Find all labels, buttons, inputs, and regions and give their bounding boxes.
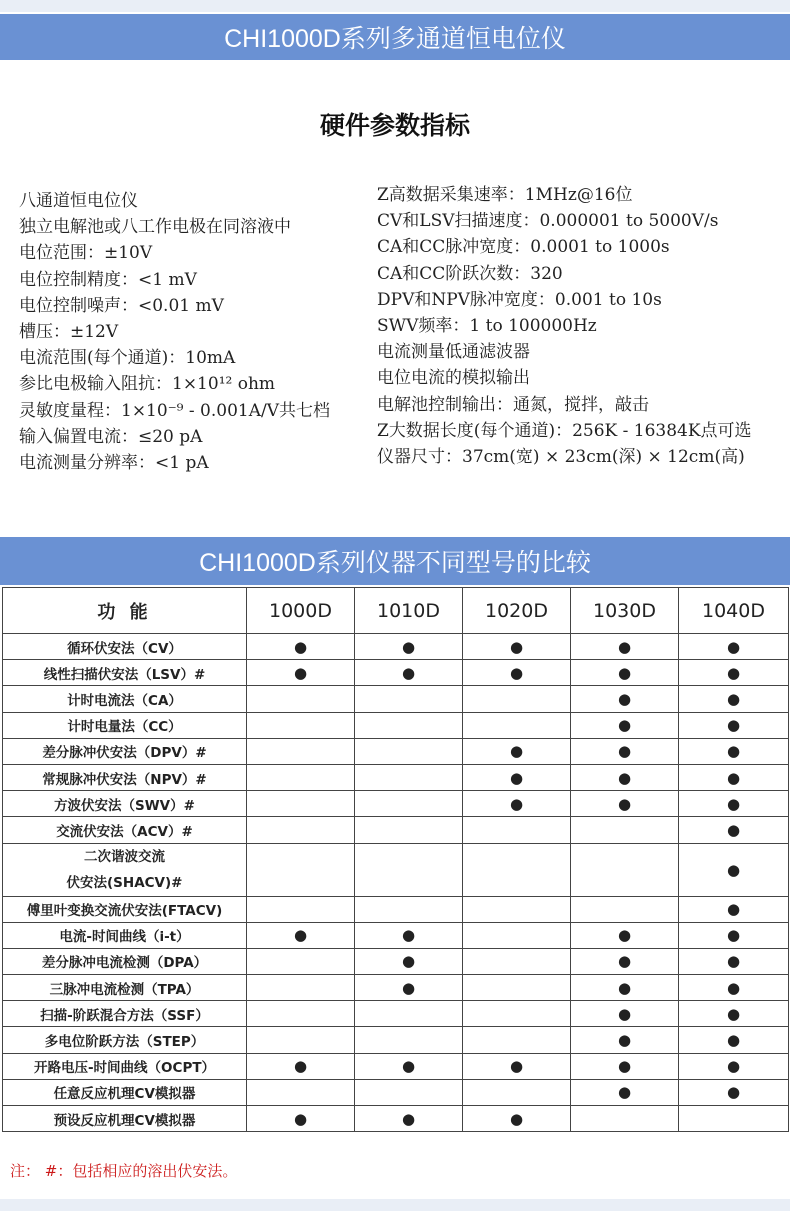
banner-title: CHI1000D系列多通道恒电位仪: [224, 25, 566, 53]
supported-dot-icon: ●: [509, 794, 524, 813]
support-cell: [247, 712, 355, 738]
support-cell: [355, 686, 463, 712]
support-cell: [463, 896, 571, 922]
function-cell: 常规脉冲伏安法（NPV）#: [3, 764, 247, 790]
function-cell: 扫描-阶跃混合方法（SSF）: [3, 1001, 247, 1027]
table-row: [3, 791, 789, 817]
spec-item: DPV和NPV脉冲宽度：0.001 to 10s: [377, 289, 662, 310]
support-cell: [679, 948, 789, 974]
supported-dot-icon: ●: [617, 768, 632, 787]
supported-dot-icon: ●: [726, 1083, 741, 1102]
support-cell: [463, 634, 571, 660]
supported-dot-icon: ●: [509, 1109, 524, 1128]
support-cell: [679, 1053, 789, 1079]
supported-dot-icon: ●: [401, 637, 416, 656]
table-row: [3, 948, 789, 974]
supported-dot-icon: ●: [617, 1031, 632, 1050]
support-cell: [463, 712, 571, 738]
spec-item: CV和LSV扫描速度：0.000001 to 5000V/s: [377, 211, 719, 232]
spec-item: Z高数据采集速率：1MHz@16位: [377, 185, 633, 205]
table-row: [3, 686, 789, 712]
spec-item: 八通道恒电位仪: [19, 191, 138, 211]
supported-dot-icon: ●: [293, 1057, 308, 1076]
supported-dot-icon: ●: [509, 663, 524, 682]
supported-dot-icon: ●: [401, 1109, 416, 1128]
function-label-line1: 二次谐波交流: [84, 848, 165, 865]
support-cell: [679, 686, 789, 712]
table-row: [3, 1106, 789, 1132]
support-cell: [355, 948, 463, 974]
supported-dot-icon: ●: [726, 926, 741, 945]
support-cell: [571, 922, 679, 948]
spec-item: 仪器尺寸：37cm(宽) × 23cm(深) × 12cm(高): [377, 446, 745, 467]
footnote: 注： #：包括相应的溶出伏安法。: [10, 1162, 238, 1180]
support-cell: [247, 896, 355, 922]
function-cell: 开路电压-时间曲线（OCPT）: [3, 1053, 247, 1079]
supported-dot-icon: ●: [726, 742, 741, 761]
table-row: [3, 764, 789, 790]
spec-item: 电流测量分辨率：<1 pA: [19, 452, 209, 473]
supported-dot-icon: ●: [293, 926, 308, 945]
supported-dot-icon: ●: [726, 900, 741, 919]
function-header: 功 能: [3, 588, 247, 634]
support-cell: [247, 1053, 355, 1079]
function-cell: 差分脉冲伏安法（DPV）#: [3, 738, 247, 764]
support-cell: [463, 1001, 571, 1027]
supported-dot-icon: ●: [617, 952, 632, 971]
spec-item: 槽压：±12V: [19, 321, 119, 342]
model-header: 1000D: [247, 588, 355, 634]
support-cell: [247, 817, 355, 843]
support-cell: [247, 948, 355, 974]
support-cell: [355, 975, 463, 1001]
support-cell: [463, 1053, 571, 1079]
function-cell: 傅里叶变换交流伏安法(FTACV): [3, 896, 247, 922]
supported-dot-icon: ●: [617, 1083, 632, 1102]
support-cell: [571, 686, 679, 712]
table-row: [3, 1001, 789, 1027]
support-cell: [463, 975, 571, 1001]
support-cell: [355, 791, 463, 817]
support-cell: [247, 660, 355, 686]
supported-dot-icon: ●: [726, 952, 741, 971]
supported-dot-icon: ●: [726, 637, 741, 656]
supported-dot-icon: ●: [726, 716, 741, 735]
support-cell: [679, 817, 789, 843]
table-row: [3, 1079, 789, 1105]
section-title: 硬件参数指标: [319, 111, 470, 140]
support-cell: [571, 660, 679, 686]
bottom-band: [0, 1199, 790, 1211]
spec-item: 灵敏度量程：1×10⁻⁹ - 0.001A/V共七档: [19, 400, 330, 421]
supported-dot-icon: ●: [509, 1057, 524, 1076]
support-cell: [571, 1027, 679, 1053]
support-cell: [355, 922, 463, 948]
support-cell: [679, 1001, 789, 1027]
top-band: [0, 0, 790, 12]
support-cell: [355, 712, 463, 738]
support-cell: [355, 843, 463, 896]
supported-dot-icon: ●: [401, 952, 416, 971]
comparison-title: CHI1000D系列仪器不同型号的比较: [199, 549, 591, 577]
support-cell: [679, 975, 789, 1001]
support-cell: [247, 634, 355, 660]
model-header: 1020D: [463, 588, 571, 634]
spec-item: CA和CC脉冲宽度：0.0001 to 1000s: [377, 237, 670, 258]
supported-dot-icon: ●: [509, 742, 524, 761]
support-cell: [463, 686, 571, 712]
function-cell: 任意反应机理CV模拟器: [3, 1079, 247, 1105]
support-cell: [571, 634, 679, 660]
support-cell: [679, 1027, 789, 1053]
function-cell: 方波伏安法（SWV）#: [3, 791, 247, 817]
model-header: 1040D: [679, 588, 789, 634]
supported-dot-icon: ●: [617, 716, 632, 735]
table-row: [3, 896, 789, 922]
supported-dot-icon: ●: [401, 926, 416, 945]
model-header: 1030D: [571, 588, 679, 634]
supported-dot-icon: ●: [617, 794, 632, 813]
supported-dot-icon: ●: [726, 978, 741, 997]
support-cell: [463, 1079, 571, 1105]
support-cell: [247, 1106, 355, 1132]
spec-item: 电位电流的模拟输出: [377, 368, 530, 389]
table-row: [3, 817, 789, 843]
support-cell: [571, 1001, 679, 1027]
supported-dot-icon: ●: [617, 1057, 632, 1076]
support-cell: [463, 738, 571, 764]
support-cell: [571, 1106, 679, 1132]
spec-item: 参比电极输入阻抗：1×10¹² ohm: [19, 374, 276, 395]
support-cell: [355, 817, 463, 843]
support-cell: [571, 738, 679, 764]
support-cell: [247, 1027, 355, 1053]
supported-dot-icon: ●: [617, 663, 632, 682]
support-cell: [463, 843, 571, 896]
function-cell: [3, 843, 247, 896]
function-cell: 三脉冲电流检测（TPA）: [3, 975, 247, 1001]
support-cell: [355, 896, 463, 922]
function-cell: 计时电流法（CA）: [3, 686, 247, 712]
table-header-row: [3, 588, 789, 634]
spec-item: CA和CC阶跃次数：320: [377, 263, 563, 284]
support-cell: [463, 1106, 571, 1132]
table-row: [3, 975, 789, 1001]
comparison-table: [2, 587, 789, 1132]
support-cell: [571, 896, 679, 922]
supported-dot-icon: ●: [726, 689, 741, 708]
supported-dot-icon: ●: [293, 1109, 308, 1128]
table-row: [3, 922, 789, 948]
support-cell: [463, 1027, 571, 1053]
main-banner: [0, 14, 790, 60]
support-cell: [247, 1079, 355, 1105]
table-row: [3, 738, 789, 764]
support-cell: [571, 817, 679, 843]
support-cell: [463, 791, 571, 817]
support-cell: [679, 738, 789, 764]
spec-item: 电流测量低通滤波器: [377, 342, 530, 363]
spec-item: 独立电解池或八工作电极在同溶液中: [19, 217, 291, 238]
support-cell: [247, 843, 355, 896]
support-cell: [355, 660, 463, 686]
spec-item: 电流范围(每个通道)：10mA: [19, 348, 236, 369]
spec-item: 输入偏置电流：≤20 pA: [19, 426, 203, 447]
support-cell: [463, 948, 571, 974]
support-cell: [355, 1079, 463, 1105]
supported-dot-icon: ●: [293, 663, 308, 682]
spec-item: 电位控制精度：<1 mV: [19, 269, 197, 290]
support-cell: [463, 922, 571, 948]
support-cell: [247, 791, 355, 817]
supported-dot-icon: ●: [726, 1031, 741, 1050]
supported-dot-icon: ●: [617, 978, 632, 997]
spec-item: SWV频率：1 to 100000Hz: [377, 315, 597, 336]
supported-dot-icon: ●: [726, 663, 741, 682]
supported-dot-icon: ●: [617, 689, 632, 708]
function-cell: 交流伏安法（ACV）#: [3, 817, 247, 843]
supported-dot-icon: ●: [726, 1004, 741, 1023]
function-cell: 计时电量法（CC）: [3, 712, 247, 738]
spec-item: 电位控制噪声：<0.01 mV: [19, 295, 224, 316]
supported-dot-icon: ●: [293, 637, 308, 656]
supported-dot-icon: ●: [726, 820, 741, 839]
supported-dot-icon: ●: [401, 978, 416, 997]
support-cell: [679, 1079, 789, 1105]
support-cell: [679, 896, 789, 922]
spec-item: 电解池控制输出：通氮，搅拌，敲击: [377, 394, 649, 415]
supported-dot-icon: ●: [617, 637, 632, 656]
spec-item: Z大数据长度(每个通道)：256K - 16384K点可选: [377, 420, 752, 441]
support-cell: [355, 1053, 463, 1079]
spec-list-left: [19, 188, 330, 476]
table-row: [3, 660, 789, 686]
function-cell: 差分脉冲电流检测（DPA）: [3, 948, 247, 974]
supported-dot-icon: ●: [617, 1004, 632, 1023]
supported-dot-icon: ●: [509, 637, 524, 656]
spec-item: 电位范围：±10V: [19, 243, 153, 264]
model-header: 1010D: [355, 588, 463, 634]
function-cell: 电流-时间曲线（i-t）: [3, 922, 247, 948]
function-cell: 线性扫描伏安法（LSV）#: [3, 660, 247, 686]
support-cell: [247, 922, 355, 948]
supported-dot-icon: ●: [726, 794, 741, 813]
support-cell: [247, 975, 355, 1001]
function-cell: 循环伏安法（CV）: [3, 634, 247, 660]
support-cell: [355, 634, 463, 660]
supported-dot-icon: ●: [726, 768, 741, 787]
support-cell: [247, 738, 355, 764]
support-cell: [463, 764, 571, 790]
support-cell: [679, 660, 789, 686]
table-row: [3, 1053, 789, 1079]
spec-list-right: [377, 182, 752, 470]
support-cell: [247, 686, 355, 712]
support-cell: [571, 712, 679, 738]
supported-dot-icon: ●: [617, 742, 632, 761]
support-cell: [571, 1053, 679, 1079]
support-cell: [679, 791, 789, 817]
support-cell: [463, 660, 571, 686]
support-cell: [247, 1001, 355, 1027]
function-cell: 预设反应机理CV模拟器: [3, 1106, 247, 1132]
supported-dot-icon: ●: [726, 1057, 741, 1076]
table-row: [3, 712, 789, 738]
support-cell: [679, 1106, 789, 1132]
support-cell: [679, 922, 789, 948]
support-cell: [571, 1079, 679, 1105]
supported-dot-icon: ●: [617, 926, 632, 945]
support-cell: [463, 817, 571, 843]
function-cell: 多电位阶跃方法（STEP）: [3, 1027, 247, 1053]
supported-dot-icon: ●: [401, 663, 416, 682]
table-row: [3, 1027, 789, 1053]
support-cell: [571, 791, 679, 817]
support-cell: [571, 843, 679, 896]
supported-dot-icon: ●: [509, 768, 524, 787]
support-cell: [679, 634, 789, 660]
function-label-line2: 伏安法(SHACV)#: [66, 874, 183, 891]
support-cell: [679, 764, 789, 790]
support-cell: [679, 712, 789, 738]
comparison-banner: [0, 537, 790, 585]
support-cell: [355, 1001, 463, 1027]
table-row: [3, 843, 789, 896]
support-cell: [355, 1027, 463, 1053]
table-row: [3, 634, 789, 660]
supported-dot-icon: ●: [726, 860, 741, 879]
support-cell: [571, 948, 679, 974]
support-cell: [571, 764, 679, 790]
support-cell: [571, 975, 679, 1001]
support-cell: [355, 764, 463, 790]
support-cell: [679, 843, 789, 896]
support-cell: [247, 764, 355, 790]
support-cell: [355, 738, 463, 764]
supported-dot-icon: ●: [401, 1057, 416, 1076]
support-cell: [355, 1106, 463, 1132]
